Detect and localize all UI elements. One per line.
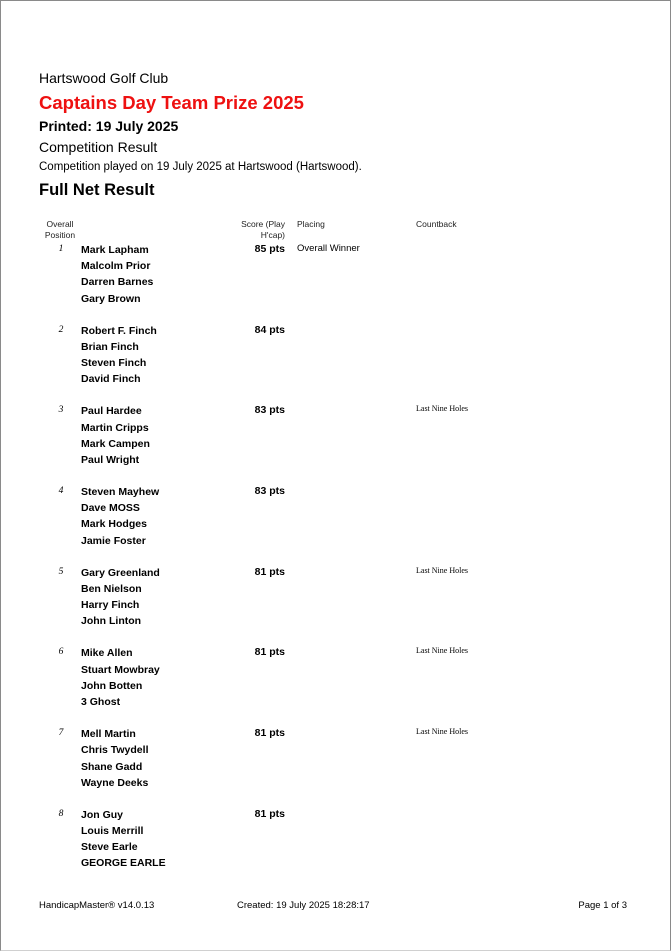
section-title: Full Net Result	[39, 181, 155, 199]
result-entry	[1, 645, 670, 726]
entry-countback: Last Nine Holes	[416, 565, 468, 575]
column-header-position	[41, 219, 79, 241]
player-name: Steven Mayhew	[81, 486, 160, 499]
player-name: Mark Campen	[81, 437, 150, 450]
entry-placing: Overall Winner	[297, 243, 360, 254]
player-name: John Botten	[81, 679, 143, 692]
team-players	[81, 645, 160, 710]
result-subtitle: Competition Result	[39, 139, 158, 155]
entry-score: 84 pts	[254, 323, 285, 336]
player-name: David Finch	[81, 373, 141, 386]
team-players	[81, 807, 166, 872]
player-name: Steve Earle	[81, 841, 138, 854]
column-header-score-line1: Score (Play	[241, 219, 285, 229]
footer-created: Created: 19 July 2025 18:28:17	[237, 900, 370, 911]
result-entry	[1, 403, 670, 484]
result-entry	[1, 242, 670, 323]
player-name: John Linton	[81, 615, 142, 628]
entry-score: 83 pts	[254, 404, 285, 417]
entry-score: 83 pts	[254, 485, 285, 498]
player-name: Ben Nielson	[81, 582, 142, 595]
team-players	[81, 726, 149, 791]
entry-position: 8	[58, 808, 64, 819]
player-name: Gary Greenland	[81, 566, 160, 579]
player-name: Jamie Foster	[81, 534, 146, 547]
player-name: Gary Brown	[81, 292, 141, 305]
entry-score: 81 pts	[254, 646, 285, 659]
player-name: Brian Finch	[81, 340, 139, 353]
entry-score: 81 pts	[254, 727, 285, 740]
played-info: Competition played on 19 July 2025 at Hartswood (Hartswood).	[39, 161, 362, 173]
entry-position: 5	[58, 566, 64, 577]
entry-countback: Last Nine Holes	[416, 727, 468, 737]
player-name: Paul Wright	[81, 453, 140, 466]
team-players	[81, 242, 153, 307]
entry-position: 3	[58, 405, 64, 416]
team-players	[81, 403, 150, 468]
entry-position: 7	[58, 728, 64, 739]
player-name: Stuart Mowbray	[81, 663, 160, 676]
player-name: Robert F. Finch	[81, 324, 157, 337]
entry-position: 4	[58, 486, 64, 497]
column-header-placing: Placing	[297, 219, 325, 229]
player-name: Mike Allen	[81, 647, 133, 660]
entry-score: 81 pts	[254, 565, 285, 578]
player-name: Mark Hodges	[81, 518, 147, 531]
player-name: Wayne Deeks	[81, 776, 149, 789]
player-name: Chris Twydell	[81, 744, 149, 757]
entry-countback: Last Nine Holes	[416, 646, 468, 656]
team-players	[81, 484, 159, 549]
player-name: Louis Merrill	[81, 825, 144, 838]
entry-score: 81 pts	[254, 807, 285, 820]
team-players	[81, 565, 160, 630]
player-name: Shane Gadd	[81, 760, 143, 773]
entry-score: 85 pts	[254, 243, 285, 255]
column-header-score-line2: H'cap)	[260, 230, 285, 240]
player-name: 3 Ghost	[81, 696, 121, 709]
result-entry	[1, 726, 670, 807]
player-name: Mell Martin	[81, 728, 136, 741]
player-name: Steven Finch	[81, 357, 147, 370]
column-header-countback: Countback	[416, 219, 457, 229]
column-header-position-line1: Overall	[46, 219, 74, 229]
result-entry	[1, 323, 670, 404]
results-list	[1, 242, 670, 888]
club-name: Hartswood Golf Club	[39, 70, 169, 86]
footer-page-number: Page 1 of 3	[578, 900, 627, 911]
footer-software: HandicapMaster® v14.0.13	[39, 900, 155, 911]
entry-position: 1	[58, 244, 64, 254]
player-name: Paul Hardee	[81, 405, 142, 418]
player-name: Darren Barnes	[81, 276, 154, 289]
entry-countback: Last Nine Holes	[416, 404, 468, 414]
player-name: Martin Cripps	[81, 421, 149, 434]
competition-title: Captains Day Team Prize 2025	[39, 92, 304, 113]
result-entry	[1, 484, 670, 565]
printed-date: Printed: 19 July 2025	[39, 118, 179, 134]
entry-position: 6	[58, 647, 64, 658]
player-name: Malcolm Prior	[81, 260, 151, 273]
player-name: Jon Guy	[81, 808, 124, 821]
result-entry	[1, 565, 670, 646]
column-header-position-line2: Position	[44, 230, 76, 240]
player-name: Mark Lapham	[81, 244, 149, 256]
player-name: GEORGE EARLE	[81, 857, 166, 870]
player-name: Dave MOSS	[81, 502, 140, 515]
entry-position: 2	[58, 324, 64, 335]
team-players	[81, 323, 157, 388]
column-header-score	[227, 219, 285, 241]
player-name: Harry Finch	[81, 599, 140, 612]
result-entry	[1, 807, 670, 888]
